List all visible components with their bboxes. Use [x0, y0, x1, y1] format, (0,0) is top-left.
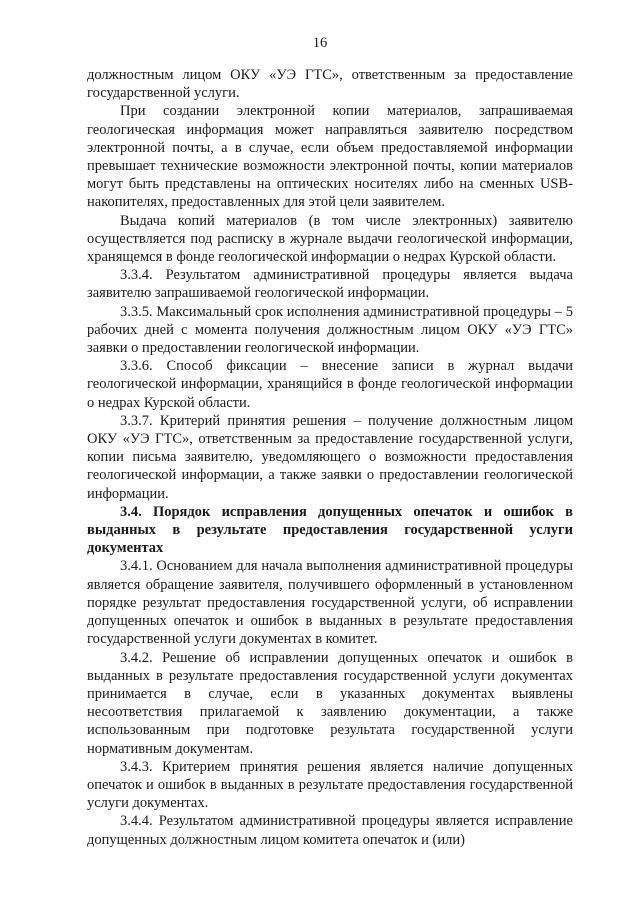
paragraph-3-3-4: 3.3.4. Результатом административной процедуры является выдача заявителю запрашиваемой геологической информации.	[87, 267, 573, 302]
paragraph-3-4-4: 3.4.4. Результатом административной процедуры является исправление допущенных должностным лицом комитета опечаток и (или)	[87, 813, 573, 848]
paragraph-3-4-1: 3.4.1. Основанием для начала выполнения административной процедуры является обращение заявителя, получившего оформленный в установленном порядке результат предоставления государственной услуги, об исправлении допущенных опечаток и ошибок в выданных в результате предоставления государственной услуги документах в комитет.	[87, 558, 573, 648]
document-body	[87, 66, 573, 849]
paragraph-continuation: должностным лицом ОКУ «УЭ ГТС», ответственным за предоставление государственной услуги.	[87, 67, 573, 102]
paragraph-electronic-copy: При создании электронной копии материалов, запрашиваемая геологическая информация может направляться заявителю посредством электронной почты, а в случае, если объем предоставляемой информации превышает технические возможности электронной почты, копии материалов могут быть представлены на оптических носителях либо на сменных USB-накопителях, предоставленных для этой цели заявителем.	[87, 103, 573, 211]
paragraph-3-3-6: 3.3.6. Способ фиксации – внесение записи в журнал выдачи геологической информации, хранящийся в фонде геологической информации о недрах Курской области.	[87, 358, 573, 411]
page-number: 16	[312, 35, 328, 51]
section-heading-3-4: 3.4. Порядок исправления допущенных опечаток и ошибок в выданных в результате предоставления государственной услуги документах	[87, 503, 573, 557]
paragraph-3-3-5: 3.3.5. Максимальный срок исполнения административной процедуры – 5 рабочих дней с момента получения должностным лицом ОКУ «УЭ ГТС» заявки о предоставлении геологической информации.	[87, 303, 573, 357]
paragraph-3-3-7: 3.3.7. Критерий принятия решения – получение должностным лицом ОКУ «УЭ ГТС», ответственным за предоставление государственной услуги, копии письма заявителю, уведомляющего о возможности предоставления геологической информации, а также заявки о предоставлении геологической информации.	[87, 412, 573, 502]
paragraph-3-4-3: 3.4.3. Критерием принятия решения является наличие допущенных опечаток и ошибок в выданных в результате предоставления государственной услуги документах.	[87, 758, 573, 812]
paragraph-issuance: Выдача копий материалов (в том числе электронных) заявителю осуществляется под расписку в журнале выдачи геологической информации, хранящемся в фонде геологической информации о недрах Курской области.	[87, 212, 573, 266]
paragraph-3-4-2: 3.4.2. Решение об исправлении допущенных опечаток и ошибок в выданных в результате предоставления государственной услуги документах принимается в случае, если в указанных документах выявлены несоответствия прилагаемой к заявлению документации, а также использованным при подготовке результата государственной услуги нормативным документам.	[87, 649, 573, 757]
